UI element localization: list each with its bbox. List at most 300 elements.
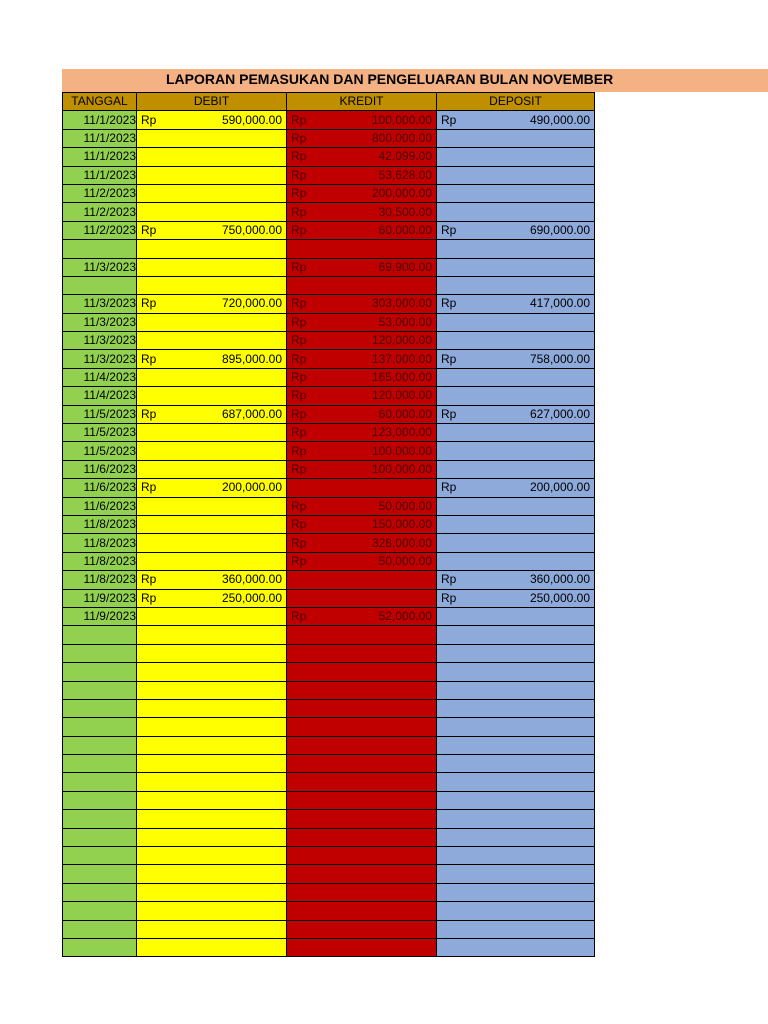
table-row xyxy=(63,828,595,846)
cell-kredit[interactable] xyxy=(287,938,437,956)
cell-kredit[interactable] xyxy=(287,699,437,717)
cell-kredit[interactable] xyxy=(287,460,437,478)
table-row xyxy=(63,387,595,405)
cell-deposit[interactable] xyxy=(437,681,595,699)
cell-deposit[interactable] xyxy=(437,828,595,846)
cell-kredit[interactable] xyxy=(287,847,437,865)
cell-debit[interactable] xyxy=(137,920,287,938)
cell-debit[interactable] xyxy=(137,442,287,460)
debit-value: 687,000.00 xyxy=(221,406,282,421)
cell-deposit[interactable] xyxy=(437,111,595,129)
header-debit[interactable]: DEBIT xyxy=(137,93,287,111)
cell-debit[interactable] xyxy=(137,902,287,920)
deposit-amount xyxy=(437,222,594,239)
cell-deposit[interactable] xyxy=(437,129,595,147)
cell-debit[interactable] xyxy=(137,258,287,276)
cell-deposit[interactable] xyxy=(437,240,595,258)
kredit-amount xyxy=(287,204,436,221)
cell-tanggal[interactable]: 11/1/2023 xyxy=(63,148,137,166)
table-row xyxy=(63,920,595,938)
table-row xyxy=(63,718,595,736)
currency-label: Rp xyxy=(291,259,307,274)
table-row xyxy=(63,276,595,294)
table-row xyxy=(63,515,595,533)
currency-label: Rp xyxy=(141,112,157,127)
table-row xyxy=(63,571,595,589)
currency-label: Rp xyxy=(291,462,307,476)
debit-value: 720,000.00 xyxy=(221,296,282,311)
cell-tanggal[interactable] xyxy=(63,902,137,920)
table-row xyxy=(63,424,595,442)
cell-tanggal[interactable]: 11/6/2023 xyxy=(63,479,137,497)
kredit-value: 60,000.00 xyxy=(378,406,432,421)
cell-kredit[interactable] xyxy=(287,755,437,773)
cell-kredit[interactable] xyxy=(287,589,437,607)
cell-debit[interactable] xyxy=(137,791,287,809)
kredit-amount xyxy=(287,369,436,386)
cell-tanggal[interactable]: 11/3/2023 xyxy=(63,295,137,313)
kredit-amount xyxy=(287,295,436,312)
cell-deposit[interactable] xyxy=(437,663,595,681)
kredit-value: 69,900.00 xyxy=(378,259,432,274)
currency-label: Rp xyxy=(441,222,457,237)
kredit-value: 52,000.00 xyxy=(378,609,432,624)
cell-tanggal[interactable]: 11/1/2023 xyxy=(63,129,137,147)
kredit-amount xyxy=(287,516,436,533)
debit-value: 895,000.00 xyxy=(221,351,282,366)
cell-debit[interactable] xyxy=(137,589,287,607)
cell-tanggal[interactable]: 11/5/2023 xyxy=(63,424,137,442)
kredit-value: 50,000.00 xyxy=(378,498,432,513)
cell-deposit[interactable] xyxy=(437,332,595,350)
cell-kredit[interactable] xyxy=(287,626,437,644)
cell-deposit[interactable] xyxy=(437,148,595,166)
debit-value: 250,000.00 xyxy=(221,590,282,605)
cell-debit[interactable] xyxy=(137,424,287,442)
cell-kredit[interactable] xyxy=(287,497,437,515)
cell-tanggal[interactable] xyxy=(63,828,137,846)
kredit-amount xyxy=(287,332,436,349)
cell-debit[interactable] xyxy=(137,295,287,313)
cell-deposit[interactable] xyxy=(437,552,595,570)
debit-amount xyxy=(137,406,286,423)
cell-deposit[interactable] xyxy=(437,184,595,202)
cell-kredit[interactable] xyxy=(287,405,437,423)
cell-debit[interactable] xyxy=(137,111,287,129)
cell-tanggal[interactable] xyxy=(63,718,137,736)
cell-tanggal[interactable] xyxy=(63,240,137,258)
cell-debit[interactable] xyxy=(137,718,287,736)
currency-label: Rp xyxy=(441,296,457,311)
cell-debit[interactable] xyxy=(137,184,287,202)
cell-tanggal[interactable]: 11/5/2023 xyxy=(63,442,137,460)
cell-deposit[interactable] xyxy=(437,607,595,625)
cell-deposit[interactable] xyxy=(437,736,595,754)
cell-kredit[interactable] xyxy=(287,184,437,202)
cell-debit[interactable] xyxy=(137,552,287,570)
currency-label: Rp xyxy=(141,351,157,366)
table-row xyxy=(63,644,595,662)
cell-debit[interactable] xyxy=(137,129,287,147)
cell-debit[interactable] xyxy=(137,681,287,699)
cell-debit[interactable] xyxy=(137,699,287,717)
cell-debit[interactable] xyxy=(137,773,287,791)
cell-deposit[interactable] xyxy=(437,387,595,405)
currency-label: Rp xyxy=(291,222,307,237)
cell-kredit[interactable] xyxy=(287,148,437,166)
cell-kredit[interactable] xyxy=(287,644,437,662)
currency-label: Rp xyxy=(291,498,307,513)
deposit-amount xyxy=(437,590,594,607)
kredit-value: 137,000.00 xyxy=(371,351,432,366)
table-row xyxy=(63,552,595,570)
cell-tanggal[interactable]: 11/2/2023 xyxy=(63,184,137,202)
kredit-value: 120,000.00 xyxy=(371,388,432,403)
currency-label: Rp xyxy=(291,112,307,127)
table-row xyxy=(63,258,595,276)
cell-debit[interactable] xyxy=(137,166,287,184)
cell-kredit[interactable] xyxy=(287,479,437,497)
kredit-value: 123,000.00 xyxy=(371,425,432,440)
deposit-value: 417,000.00 xyxy=(529,296,590,311)
cell-kredit[interactable] xyxy=(287,718,437,736)
header-tanggal[interactable]: TANGGAL xyxy=(63,93,137,111)
deposit-value: 200,000.00 xyxy=(529,480,590,495)
deposit-value: 758,000.00 xyxy=(529,351,590,366)
cell-kredit[interactable] xyxy=(287,332,437,350)
cell-kredit[interactable] xyxy=(287,166,437,184)
cell-debit[interactable] xyxy=(137,240,287,258)
table-row xyxy=(63,166,595,184)
kredit-value: 60,000.00 xyxy=(378,222,432,237)
cell-tanggal[interactable]: 11/6/2023 xyxy=(63,497,137,515)
cell-kredit[interactable] xyxy=(287,552,437,570)
currency-label: Rp xyxy=(291,149,307,164)
kredit-value: 100,000.00 xyxy=(371,462,432,476)
cell-deposit[interactable] xyxy=(437,368,595,386)
cell-tanggal[interactable]: 11/8/2023 xyxy=(63,534,137,552)
cell-deposit[interactable] xyxy=(437,497,595,515)
cell-deposit[interactable] xyxy=(437,442,595,460)
cell-deposit[interactable] xyxy=(437,773,595,791)
kredit-value: 100,000.00 xyxy=(371,112,432,127)
cell-deposit[interactable] xyxy=(437,313,595,331)
kredit-amount xyxy=(287,387,436,404)
currency-label: Rp xyxy=(441,112,457,127)
currency-label: Rp xyxy=(291,443,307,458)
cell-deposit[interactable] xyxy=(437,883,595,901)
cell-kredit[interactable] xyxy=(287,313,437,331)
cell-debit[interactable] xyxy=(137,148,287,166)
cell-tanggal[interactable]: 11/3/2023 xyxy=(63,350,137,368)
deposit-amount xyxy=(437,479,594,496)
table-row xyxy=(63,626,595,644)
cell-tanggal[interactable]: 11/3/2023 xyxy=(63,313,137,331)
cell-debit[interactable] xyxy=(137,847,287,865)
table-row xyxy=(63,883,595,901)
cell-tanggal[interactable] xyxy=(63,773,137,791)
currency-label: Rp xyxy=(441,480,457,495)
cell-tanggal[interactable]: 11/8/2023 xyxy=(63,552,137,570)
cell-tanggal[interactable] xyxy=(63,938,137,956)
cell-deposit[interactable] xyxy=(437,589,595,607)
table-row xyxy=(63,332,595,350)
cell-debit[interactable] xyxy=(137,663,287,681)
currency-label: Rp xyxy=(141,296,157,311)
cell-debit[interactable] xyxy=(137,368,287,386)
table-row xyxy=(63,755,595,773)
debit-amount xyxy=(137,590,286,607)
cell-deposit[interactable] xyxy=(437,699,595,717)
kredit-amount xyxy=(287,222,436,239)
cell-tanggal[interactable] xyxy=(63,626,137,644)
currency-label: Rp xyxy=(291,186,307,201)
cell-kredit[interactable] xyxy=(287,810,437,828)
cell-kredit[interactable] xyxy=(287,350,437,368)
cell-deposit[interactable] xyxy=(437,571,595,589)
deposit-amount xyxy=(437,406,594,423)
debit-amount xyxy=(137,479,286,496)
kredit-amount xyxy=(287,259,436,276)
cell-deposit[interactable] xyxy=(437,424,595,442)
table-row xyxy=(63,111,595,129)
cell-debit[interactable] xyxy=(137,350,287,368)
kredit-value: 120,000.00 xyxy=(371,333,432,348)
cell-deposit[interactable] xyxy=(437,295,595,313)
kredit-value: 53,628.00 xyxy=(378,167,432,182)
kredit-value: 165,000.00 xyxy=(371,370,432,385)
cell-kredit[interactable] xyxy=(287,773,437,791)
cell-kredit[interactable] xyxy=(287,111,437,129)
cell-debit[interactable] xyxy=(137,405,287,423)
cell-kredit[interactable] xyxy=(287,681,437,699)
cell-debit[interactable] xyxy=(137,313,287,331)
cell-tanggal[interactable] xyxy=(63,920,137,938)
cell-deposit[interactable] xyxy=(437,515,595,533)
cell-debit[interactable] xyxy=(137,626,287,644)
table-row xyxy=(63,460,595,478)
table-row xyxy=(63,736,595,754)
currency-label: Rp xyxy=(291,296,307,311)
cell-tanggal[interactable]: 11/4/2023 xyxy=(63,387,137,405)
cell-debit[interactable] xyxy=(137,387,287,405)
cell-debit[interactable] xyxy=(137,938,287,956)
kredit-amount xyxy=(287,535,436,552)
cell-deposit[interactable] xyxy=(437,718,595,736)
cell-debit[interactable] xyxy=(137,571,287,589)
kredit-amount xyxy=(287,351,436,368)
cell-debit[interactable] xyxy=(137,221,287,239)
cell-debit[interactable] xyxy=(137,203,287,221)
cell-deposit[interactable] xyxy=(437,203,595,221)
currency-label: Rp xyxy=(291,314,307,329)
debit-amount xyxy=(137,222,286,239)
cell-debit[interactable] xyxy=(137,460,287,478)
table-row xyxy=(63,350,595,368)
cell-deposit[interactable] xyxy=(437,479,595,497)
cell-tanggal[interactable]: 11/9/2023 xyxy=(63,589,137,607)
cell-tanggal[interactable] xyxy=(63,644,137,662)
cell-tanggal[interactable]: 11/1/2023 xyxy=(63,166,137,184)
cell-debit[interactable] xyxy=(137,810,287,828)
cell-tanggal[interactable] xyxy=(63,276,137,294)
report-title: LAPORAN PEMASUKAN DAN PENGELUARAN BULAN NOVEMBER xyxy=(166,71,614,87)
currency-label: Rp xyxy=(291,333,307,348)
deposit-value: 360,000.00 xyxy=(529,572,590,587)
cell-kredit[interactable] xyxy=(287,571,437,589)
cell-debit[interactable] xyxy=(137,736,287,754)
cell-kredit[interactable] xyxy=(287,920,437,938)
kredit-amount xyxy=(287,553,436,570)
cell-deposit[interactable] xyxy=(437,626,595,644)
cell-tanggal[interactable]: 11/1/2023 xyxy=(63,111,137,129)
cell-tanggal[interactable]: 11/2/2023 xyxy=(63,203,137,221)
cell-deposit[interactable] xyxy=(437,810,595,828)
deposit-amount xyxy=(437,351,594,368)
cell-kredit[interactable] xyxy=(287,883,437,901)
cell-tanggal[interactable] xyxy=(63,755,137,773)
cell-debit[interactable] xyxy=(137,479,287,497)
cell-deposit[interactable] xyxy=(437,644,595,662)
cell-tanggal[interactable]: 11/8/2023 xyxy=(63,515,137,533)
currency-label: Rp xyxy=(141,480,157,495)
cell-tanggal[interactable] xyxy=(63,791,137,809)
cell-kredit[interactable] xyxy=(287,258,437,276)
kredit-value: 800,000.00 xyxy=(371,130,432,145)
cell-debit[interactable] xyxy=(137,883,287,901)
kredit-amount xyxy=(287,148,436,165)
table-row xyxy=(63,773,595,791)
cell-tanggal[interactable] xyxy=(63,663,137,681)
cell-deposit[interactable] xyxy=(437,350,595,368)
table-row xyxy=(63,148,595,166)
cell-kredit[interactable] xyxy=(287,387,437,405)
kredit-value: 328,000.00 xyxy=(371,535,432,550)
currency-label: Rp xyxy=(291,553,307,568)
cell-kredit[interactable] xyxy=(287,663,437,681)
table-row xyxy=(63,203,595,221)
table-row xyxy=(63,589,595,607)
cell-kredit[interactable] xyxy=(287,791,437,809)
cell-deposit[interactable] xyxy=(437,902,595,920)
debit-value: 590,000.00 xyxy=(221,112,282,127)
cell-kredit[interactable] xyxy=(287,424,437,442)
cell-kredit[interactable] xyxy=(287,295,437,313)
cell-tanggal[interactable]: 11/4/2023 xyxy=(63,368,137,386)
cell-debit[interactable] xyxy=(137,828,287,846)
cell-debit[interactable] xyxy=(137,865,287,883)
cell-tanggal[interactable] xyxy=(63,847,137,865)
table-row xyxy=(63,184,595,202)
table-row xyxy=(63,663,595,681)
cell-tanggal[interactable]: 11/6/2023 xyxy=(63,460,137,478)
cell-deposit[interactable] xyxy=(437,791,595,809)
cell-debit[interactable] xyxy=(137,607,287,625)
cell-tanggal[interactable] xyxy=(63,736,137,754)
cell-kredit[interactable] xyxy=(287,129,437,147)
header-deposit[interactable]: DEPOSIT xyxy=(437,93,595,111)
cell-tanggal[interactable]: 11/2/2023 xyxy=(63,221,137,239)
cell-tanggal[interactable]: 11/8/2023 xyxy=(63,571,137,589)
cell-deposit[interactable] xyxy=(437,405,595,423)
table-row xyxy=(63,129,595,147)
debit-amount xyxy=(137,112,286,129)
currency-label: Rp xyxy=(141,222,157,237)
cell-kredit[interactable] xyxy=(287,607,437,625)
cell-tanggal[interactable]: 11/3/2023 xyxy=(63,332,137,350)
cell-debit[interactable] xyxy=(137,497,287,515)
cell-kredit[interactable] xyxy=(287,203,437,221)
kredit-value: 30,500.00 xyxy=(378,204,432,219)
cell-kredit[interactable] xyxy=(287,828,437,846)
cell-deposit[interactable] xyxy=(437,258,595,276)
cell-tanggal[interactable]: 11/9/2023 xyxy=(63,607,137,625)
cell-kredit[interactable] xyxy=(287,865,437,883)
cell-deposit[interactable] xyxy=(437,755,595,773)
cell-debit[interactable] xyxy=(137,755,287,773)
currency-label: Rp xyxy=(291,535,307,550)
cell-deposit[interactable] xyxy=(437,460,595,478)
cell-deposit[interactable] xyxy=(437,865,595,883)
cell-kredit[interactable] xyxy=(287,240,437,258)
cell-kredit[interactable] xyxy=(287,534,437,552)
cell-kredit[interactable] xyxy=(287,442,437,460)
cell-kredit[interactable] xyxy=(287,736,437,754)
cell-deposit[interactable] xyxy=(437,534,595,552)
table-row xyxy=(63,847,595,865)
cell-debit[interactable] xyxy=(137,644,287,662)
cell-debit[interactable] xyxy=(137,332,287,350)
kredit-value: 150,000.00 xyxy=(371,517,432,532)
deposit-amount xyxy=(437,571,594,588)
debit-value: 200,000.00 xyxy=(221,480,282,495)
cell-tanggal[interactable] xyxy=(63,699,137,717)
cell-kredit[interactable] xyxy=(287,221,437,239)
header-kredit[interactable]: KREDIT xyxy=(287,93,437,111)
cell-deposit[interactable] xyxy=(437,221,595,239)
table-row xyxy=(63,902,595,920)
cell-kredit[interactable] xyxy=(287,902,437,920)
cell-kredit[interactable] xyxy=(287,368,437,386)
cell-tanggal[interactable] xyxy=(63,883,137,901)
cell-debit[interactable] xyxy=(137,515,287,533)
deposit-value: 490,000.00 xyxy=(529,112,590,127)
cell-debit[interactable] xyxy=(137,276,287,294)
cell-tanggal[interactable] xyxy=(63,865,137,883)
table-row xyxy=(63,295,595,313)
cell-kredit[interactable] xyxy=(287,276,437,294)
cell-deposit[interactable] xyxy=(437,276,595,294)
cell-kredit[interactable] xyxy=(287,515,437,533)
cell-deposit[interactable] xyxy=(437,920,595,938)
cell-deposit[interactable] xyxy=(437,166,595,184)
cell-deposit[interactable] xyxy=(437,938,595,956)
report-title-bar xyxy=(62,69,768,92)
kredit-amount xyxy=(287,443,436,460)
cell-tanggal[interactable]: 11/3/2023 xyxy=(63,258,137,276)
debit-value: 750,000.00 xyxy=(221,222,282,237)
currency-label: Rp xyxy=(441,351,457,366)
cell-tanggal[interactable] xyxy=(63,810,137,828)
cell-tanggal[interactable]: 11/5/2023 xyxy=(63,405,137,423)
cell-tanggal[interactable] xyxy=(63,681,137,699)
currency-label: Rp xyxy=(291,425,307,440)
cell-deposit[interactable] xyxy=(437,847,595,865)
table-row xyxy=(63,865,595,883)
kredit-amount xyxy=(287,498,436,515)
cell-debit[interactable] xyxy=(137,534,287,552)
debit-amount xyxy=(137,571,286,588)
